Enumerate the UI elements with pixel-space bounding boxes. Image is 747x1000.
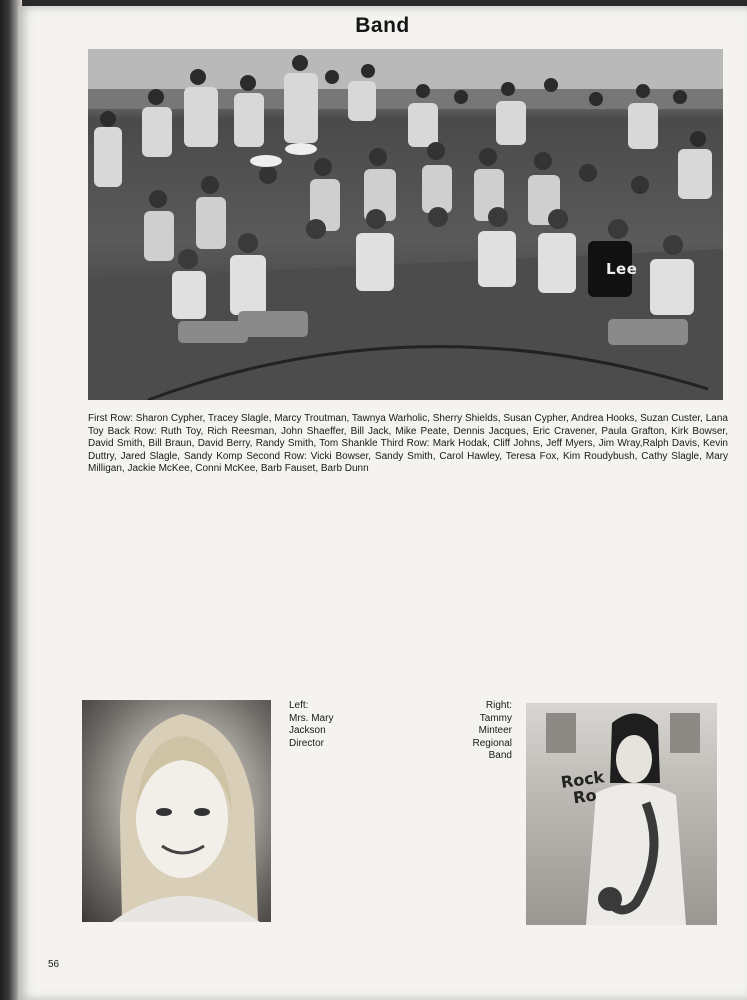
director-portrait [82,700,271,922]
regional-label-line: Band [488,750,512,761]
page-title: Band [355,14,410,37]
yearbook-page [18,6,747,1000]
director-label-line: Director [289,737,325,749]
rock-sign-line: Rock [559,767,606,793]
page-number: 56 [48,959,60,970]
regional-band-label [446,700,512,763]
saxophonist-portrait-illustration [526,703,717,925]
saxophonist-portrait [526,703,717,925]
rock-sign [560,768,608,808]
director-label-line: Jackson [289,725,326,736]
regional-label-line: Minteer [478,725,512,736]
director-label-line: Mrs. Mary [289,712,334,724]
regional-label-line: Regional [472,737,512,749]
group-photo-illustration [88,49,723,400]
director-label-line: Left: [289,700,309,711]
group-photo-caption: First Row: Sharon Cypher, Tracey Slagle, Marcy Troutman, Tawnya Warholic, Sherry Shields, Susan Cypher, Andrea Hooks, Suzan Custer, Lana Toy Back Row: Ruth Toy, Rich Reesman, John Shaeffer, Bill Jack, Mike Peate, Dennis Jacques, Eric Cravener, Paula Grafton, Kirk Bowser, David Smith, Bill Braun, David Berry, Randy Smith, Tom Shankle Third Row: Mark Hodak, Cliff Johns, Jeff Myers, Jim Wray,Ralph Davis, Kevin Duttry, Jared Slagle, Sandy Komp Second Row: Vicki Bowser, Sandy Smith, Carol Hawley, Teresa Fox, Kim Roudybush, Cathy Slagle, Mary Milligan, Jackie McKee, Conni McKee, Barb Fauset, Barb Dunn [88,413,728,475]
regional-label-line: Tammy [479,712,512,724]
director-portrait-illustration [82,700,271,922]
rock-sign-line: Ro [571,785,598,808]
director-label [289,700,333,750]
regional-label-line: Right: [485,700,512,711]
band-group-photo [88,49,723,400]
lee-shirt-text: Lee [606,260,638,278]
